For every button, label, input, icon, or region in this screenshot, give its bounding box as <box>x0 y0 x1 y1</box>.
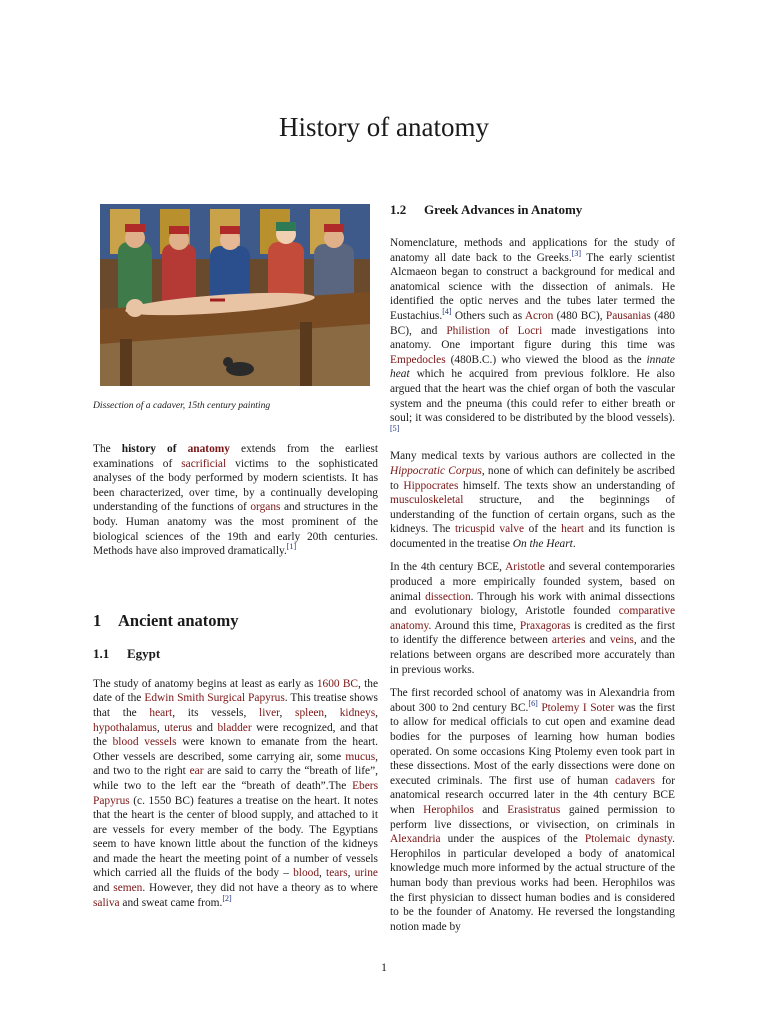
inline-link[interactable]: saliva <box>93 896 120 909</box>
text-run: The early scientist Alcmaeon began to construct a background for medical and anatomical science with the dissection of animals. He identified the optic nerves and the tubes later termed the Eustachius. <box>390 251 675 322</box>
subsection-number: 1.1 <box>93 645 110 661</box>
subsection-title: Greek Advances in Anatomy <box>424 202 583 217</box>
inline-link[interactable]: sacrificial <box>181 457 227 470</box>
text-run: (480 BC), <box>553 309 606 322</box>
text-run: . <box>572 537 576 550</box>
text-run: The <box>93 443 122 455</box>
inline-link[interactable]: semen <box>113 882 143 895</box>
page-number: 1 <box>381 960 387 974</box>
inline-link[interactable]: heart <box>561 523 584 536</box>
citation-ref[interactable]: [3] <box>571 248 582 258</box>
text-run: of the <box>524 523 562 536</box>
inline-link[interactable]: uterus <box>164 721 193 734</box>
inline-link[interactable]: Edwin Smith Surgical Papyrus <box>144 692 285 705</box>
inline-link[interactable]: Empedocles <box>390 353 446 366</box>
figure-caption: Dissection of a cadaver, 15th century painting <box>93 400 271 411</box>
inline-link[interactable]: urine <box>354 867 378 880</box>
text-run: gained permission to perform live dissections, or vivisection, on criminals in <box>390 803 675 831</box>
section-heading-ancient-anatomy[interactable] <box>93 611 378 631</box>
text-run: The first recorded school of anatomy was in Alexandria from about 300 to 2nd century BC. <box>390 687 675 714</box>
inline-link[interactable]: ear <box>189 765 204 778</box>
text-run: In the 4th century BCE, <box>390 561 506 574</box>
right-column <box>390 200 675 943</box>
text-run: , and two to the right <box>93 750 378 778</box>
text-run: , <box>324 706 340 719</box>
inline-link[interactable]: Ebers Papyrus <box>93 779 378 807</box>
inline-link[interactable]: veins <box>609 634 634 647</box>
text-run: , <box>347 867 355 880</box>
text-run: The study of anatomy begins at least as early as <box>93 677 317 690</box>
citation-ref[interactable]: [4] <box>442 307 452 317</box>
text-run: history of <box>121 443 188 455</box>
text-run: , <box>156 721 165 734</box>
text-run: and <box>93 882 114 895</box>
text-run: (480B.C.) who viewed the blood as the <box>445 353 647 366</box>
text-run: and structures in the body. Human anatomy was the most prominent of the biological sciences of the 19th and early 20th centuries. Methods have also improved dramatically. <box>93 501 378 558</box>
greek-paragraph-2 <box>390 449 675 551</box>
text-run: victims to the sophisticated analyses of the body performed by modern scientists. It has been characterized, over time, by a continually developing understanding of the functions of <box>93 457 378 514</box>
inline-link[interactable]: tricuspid valve <box>454 523 525 536</box>
inline-link[interactable]: anatomy <box>187 443 230 455</box>
text-run: . This treatise shows that the <box>93 692 378 719</box>
text-run: himself. The texts show an understanding of <box>458 479 675 492</box>
page-title: History of anatomy <box>279 112 489 142</box>
text-run: On the Heart <box>512 537 573 550</box>
inline-link[interactable]: Aristotle <box>505 561 545 574</box>
subsection-heading-greek-advances[interactable] <box>390 202 675 218</box>
inline-link[interactable]: Praxagoras <box>519 619 571 632</box>
text-run: , <box>279 706 296 719</box>
greek-paragraph-3 <box>390 560 675 677</box>
inline-link[interactable]: Hippocratic Corpus <box>390 464 482 477</box>
inline-link[interactable]: 1600 BC <box>316 677 359 690</box>
inline-link[interactable]: Erasistratus <box>507 803 561 816</box>
inline-link[interactable]: blood <box>293 867 320 880</box>
greek-paragraph-1 <box>390 236 675 440</box>
text-run: , <box>319 867 327 880</box>
text-run: are said to carry the “breath of life”, while two to the left ear the “breath of death”.The <box>93 765 378 792</box>
text-run: were recognized, and that the <box>93 721 378 749</box>
inline-link[interactable]: Ptolemaic dynasty <box>584 833 673 846</box>
text-run: extends from the earliest examinations of <box>93 443 378 470</box>
text-run: . Through his work with animal dissections and evolutionary biology, Aristotle founded <box>390 590 675 618</box>
inline-link[interactable]: Alexandria <box>390 833 441 846</box>
inline-link[interactable]: Hippocrates <box>403 479 459 492</box>
inline-link[interactable]: bladder <box>217 721 252 734</box>
inline-link[interactable]: mucus <box>345 750 376 763</box>
text-run: (c. 1550 BC) features a treatise on the heart. It notes that the heart is the center of blood supply, and attached to it are vessels for every member of the body. The Egyptians seem to have known little about the function of the kidneys and made the heart the meeting point of a number of vessels which carried all the fluids of the body – <box>93 794 378 880</box>
section-number: 1 <box>93 610 102 630</box>
text-run: and several contemporaries produced a more empirically founded system, based on animal <box>390 561 675 603</box>
text-run: and <box>473 803 508 816</box>
text-run: , none of which can definitely be ascribed to <box>390 464 675 492</box>
inline-link[interactable]: organs <box>250 501 281 514</box>
text-run: and <box>585 634 610 647</box>
inline-link[interactable]: Ptolemy I Soter <box>541 701 615 714</box>
text-run: made investigations into anatomy. One important figure during this time was <box>390 324 675 352</box>
inline-link[interactable]: cadavers <box>615 774 655 787</box>
inline-link[interactable]: arteries <box>551 634 586 647</box>
left-column <box>93 200 378 919</box>
inline-link[interactable]: hypothalamus <box>93 721 157 734</box>
text-run: Others such as <box>451 309 525 322</box>
text-run: (480 BC), and <box>390 309 675 337</box>
inline-link[interactable]: kidneys <box>339 706 376 719</box>
text-run: under the auspices of the <box>440 833 585 846</box>
text-run: which he acquired from previous folklore. He also argued that the heart was the chief organ of both the vascular system and the pneuma (this could refer to either breath or soul; it was considered to be distributed by the blood vessels). <box>390 368 675 425</box>
inline-link[interactable]: comparative anatomy <box>390 605 675 632</box>
text-run: , <box>375 706 378 719</box>
inline-link[interactable]: Acron <box>524 309 554 322</box>
greek-paragraph-4 <box>390 686 675 934</box>
section-title: Ancient anatomy <box>118 610 239 630</box>
inline-link[interactable]: dissection <box>425 590 471 603</box>
citation-ref[interactable]: [6] <box>528 699 538 709</box>
inline-link[interactable]: tears <box>326 867 348 880</box>
text-run: . Around this time, <box>428 619 520 632</box>
inline-link[interactable]: Herophilos <box>423 803 474 816</box>
text-run: were known to emanate from the heart. Other vessels are described, some carrying air, some <box>93 736 378 763</box>
inline-link[interactable]: blood vessels <box>112 736 177 749</box>
citation-ref[interactable]: [5] <box>390 423 400 433</box>
citation-ref[interactable]: [2] <box>222 893 232 903</box>
subsection-title: Egypt <box>127 645 161 661</box>
text-run: innate heat <box>390 353 675 381</box>
subsection-heading-egypt[interactable] <box>93 646 378 662</box>
text-run: is credited as the first to identify the difference between <box>390 619 675 647</box>
text-run: . However, they did not have a theory as to where <box>142 882 378 895</box>
egypt-paragraph <box>93 677 378 911</box>
inline-link[interactable]: spleen <box>295 706 325 719</box>
text-run: Many medical texts by various authors are collected in the <box>390 450 675 463</box>
inline-link[interactable]: musculoskeletal <box>390 494 464 507</box>
dissection-painting-image <box>100 204 370 386</box>
citation-ref[interactable]: [1] <box>286 542 297 552</box>
text-run: and sweat came from. <box>119 896 223 909</box>
text-run: structure, and the beginnings of understanding of the function of certain organs, such as the kidneys. The <box>390 494 675 536</box>
inline-link[interactable]: Philistion of Locri <box>446 324 543 337</box>
text-run: for anatomical research occurred later in the 4th century BCE when <box>390 774 675 816</box>
text-run: , its vessels, <box>172 706 260 719</box>
intro-paragraph <box>93 442 378 559</box>
text-run: and <box>192 721 218 734</box>
inline-link[interactable]: heart <box>149 706 173 719</box>
text-run: , the date of the <box>93 677 379 705</box>
inline-link[interactable]: liver <box>259 706 280 719</box>
subsection-number: 1.2 <box>390 202 407 217</box>
text-run: and its function is documented in the treatise <box>390 523 675 550</box>
text-run: , and the relations between organs are described more accurately than in previous works. <box>390 634 675 676</box>
text-run: . Herophilos in particular developed a body of anatomical knowledge much more informed by the actual structure of the human body than previous works had been. Herophilos was the first physician to dissect human bodies and is considered to be the founder of Anatomy. He reversed the longstanding notion made by <box>390 833 675 933</box>
text-run: was the first to allow for medical officials to cut open and examine dead bodies for the purposes of learning how human bodies operated. On some occasions King Ptolemy even took part in these dissections. Most of the early dissections were done on executed criminals. The first use of human <box>390 701 675 787</box>
inline-link[interactable]: Pausanias <box>605 309 651 322</box>
text-run: Nomenclature, methods and applications for the study of anatomy all date back to the Greeks. <box>390 237 675 264</box>
